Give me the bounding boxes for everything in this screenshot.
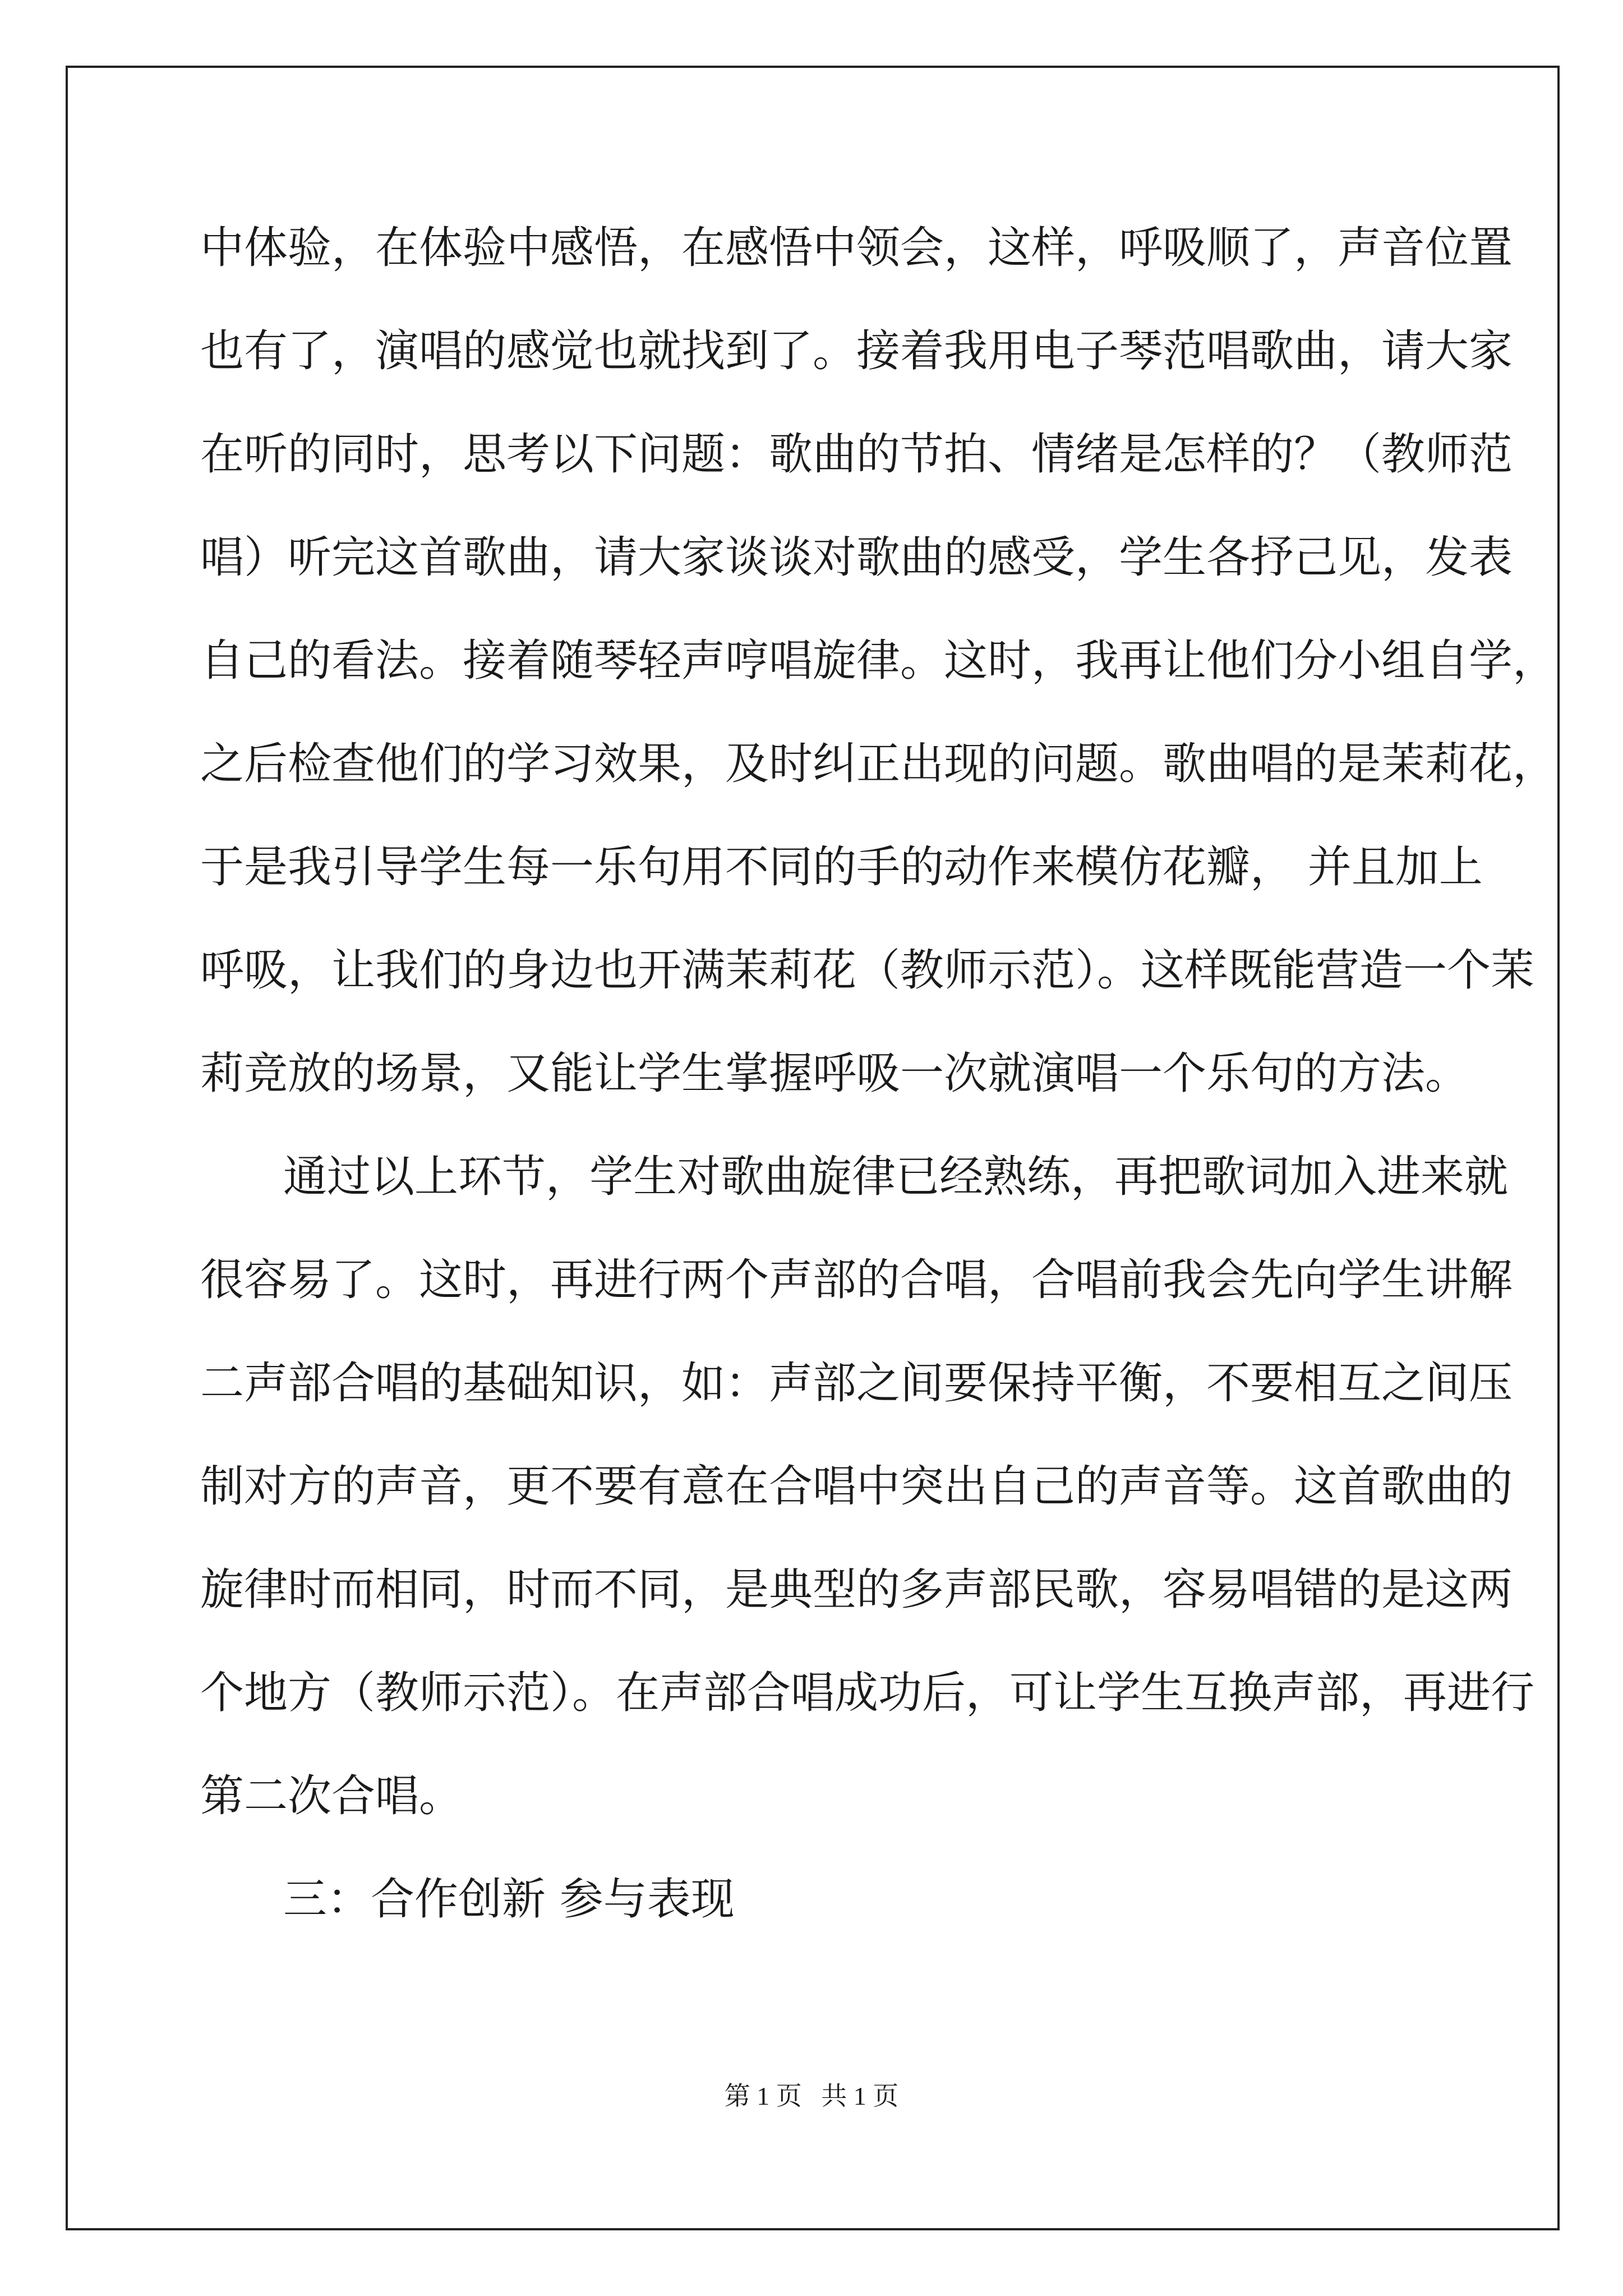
text-line: 莉竞放的场景，又能让学生掌握呼吸一次就演唱一个乐句的方法。 [200,1048,1469,1099]
text-line: 制对方的声音，更不要有意在合唱中突出自己的声音等。这首歌曲的 [200,1461,1513,1512]
text-line: 也有了，演唱的感觉也就找到了。接着我用电子琴范唱歌曲，请大家 [200,326,1513,376]
text-line: 唱）听完这首歌曲，请大家谈谈对歌曲的感受，学生各抒己见，发表 [200,532,1513,583]
text-line: 通过以上环节，学生对歌曲旋律已经熟练，再把歌词加入进来就 [283,1152,1509,1202]
text-line: 第二次合唱。 [200,1771,463,1821]
text-line: 三：合作创新 参与表现 [283,1874,735,1925]
text-line: 于是我引导学生每一乐句用不同的手的动作来模仿花瓣， 并且加上 [200,842,1483,892]
text-line: 二声部合唱的基础知识，如：声部之间要保持平衡，不要相互之间压 [200,1358,1513,1409]
text-line: 在听的同时，思考以下问题：歌曲的节拍、情绪是怎样的？（教师范 [200,429,1513,480]
document-body [200,213,1557,1968]
text-line: 之后检查他们的学习效果，及时纠正出现的问题。歌曲唱的是茉莉花， [200,739,1557,789]
text-line: 中体验，在体验中感悟，在感悟中领会，这样，呼吸顺了，声音位置 [200,223,1513,273]
text-line: 呼吸，让我们的身边也开满茉莉花（教师示范）。这样既能营造一个茉 [200,945,1535,996]
section-heading [200,1865,1434,1968]
text-line: 旋律时而相同，时而不同，是典型的多声部民歌，容易唱错的是这两 [200,1565,1513,1615]
text-line: 个地方（教师示范）。在声部合唱成功后，可让学生互换声部，再进行 [200,1668,1535,1718]
page-number-footer: 第 1 页 共 1 页 [724,2082,899,2110]
paragraph [200,213,1557,1142]
paragraph [200,1142,1535,1865]
text-line: 很容易了。这时，再进行两个声部的合唱，合唱前我会先向学生讲解 [200,1255,1513,1305]
text-line: 自己的看法。接着随琴轻声哼唱旋律。这时，我再让他们分小组自学， [200,636,1557,686]
